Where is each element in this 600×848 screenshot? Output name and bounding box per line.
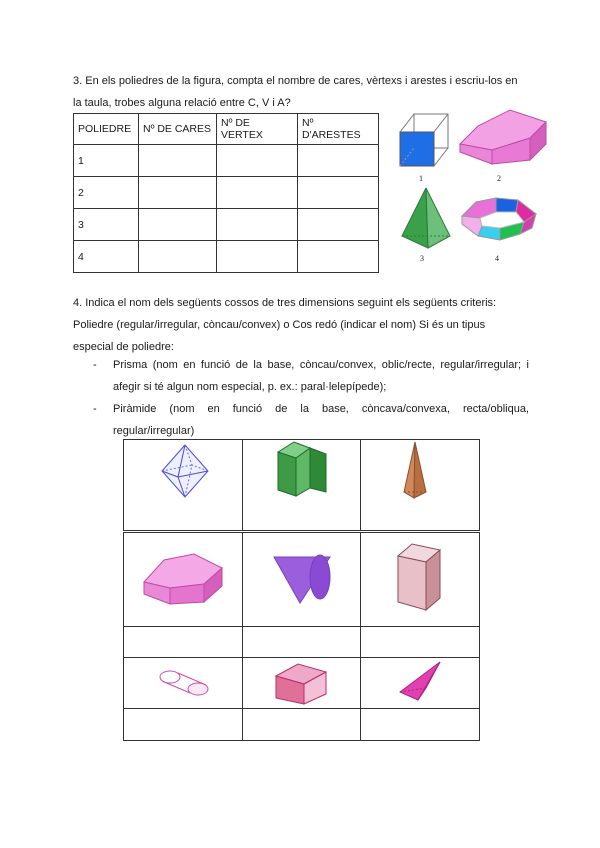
brown-pyramid-figure xyxy=(400,440,430,502)
answer-cell[interactable] xyxy=(123,626,243,658)
cylinder-figure xyxy=(158,663,210,703)
answer-cell[interactable] xyxy=(360,626,480,658)
green-prism-figure xyxy=(274,440,330,500)
answer-cell[interactable] xyxy=(298,177,379,209)
purple-cone-figure xyxy=(272,553,334,607)
polyhedra-table xyxy=(73,113,379,273)
list-item xyxy=(93,398,529,442)
header-poliedre: POLIEDRE xyxy=(74,114,139,145)
green-pyramid-figure xyxy=(398,186,454,252)
answer-cell[interactable] xyxy=(298,241,379,273)
bullet-text-piramide: Piràmide (nom en funció de la base, còncava/convexa, recta/obliqua, regular/irregular) xyxy=(113,403,529,437)
row-label: 3 xyxy=(74,209,139,241)
question-3-line-1: 3. En els poliedres de la figura, compta el nombre de cares, vèrtexs i arestes i escriu-los en xyxy=(73,75,518,87)
row-label: 1 xyxy=(74,145,139,177)
answer-cell[interactable] xyxy=(360,708,480,741)
row-label: 4 xyxy=(74,241,139,273)
question-4-text xyxy=(73,292,528,358)
magenta-pyramid-figure xyxy=(396,660,444,704)
answer-cell[interactable] xyxy=(298,145,379,177)
answer-cell[interactable] xyxy=(298,209,379,241)
answer-cell[interactable] xyxy=(139,145,217,177)
cube-figure xyxy=(396,112,452,170)
figure-label-1: 1 xyxy=(419,174,423,183)
bullet-dash: - xyxy=(93,403,97,415)
answer-cell[interactable] xyxy=(139,209,217,241)
table-row xyxy=(74,241,379,273)
pink-pentagonal-prism-figure xyxy=(140,548,226,608)
answer-cell[interactable] xyxy=(217,177,298,209)
question-4-line-3: especial de poliedre: xyxy=(73,341,174,353)
ring-polyhedron-figure xyxy=(456,190,542,248)
answer-cell[interactable] xyxy=(123,708,243,741)
question-4-line-2: Poliedre (regular/irregular, còncau/convex) o Cos redó (indicar el nom) Si és un tipus xyxy=(73,319,486,331)
table-row xyxy=(74,177,379,209)
row-label: 2 xyxy=(74,177,139,209)
triangular-prism-figure xyxy=(272,660,330,706)
table-row xyxy=(74,209,379,241)
header-arestes: Nº D'ARESTES xyxy=(298,114,379,145)
answer-cell[interactable] xyxy=(242,708,361,741)
question-4-line-1: 4. Indica el nom dels següents cossos de tres dimensions seguint els següents criteris: xyxy=(73,297,497,309)
bullet-dash: - xyxy=(93,359,97,371)
figure-label-2: 2 xyxy=(497,174,501,183)
question-3-line-2: la taula, trobes alguna relació entre C, V i A? xyxy=(73,97,291,109)
answer-cell[interactable] xyxy=(217,241,298,273)
table-row xyxy=(74,145,379,177)
answer-cell[interactable] xyxy=(217,209,298,241)
bullet-text-prisma: Prisma (nom en funció de la base, còncau/convex, oblic/recte, regular/irregular; i afegir si té algun nom especial, p. ex.: paral·lelepípede); xyxy=(113,359,529,393)
criteria-list xyxy=(93,354,529,442)
octahedron-figure xyxy=(158,443,212,499)
header-cares: Nº DE CARES xyxy=(139,114,217,145)
answer-cell[interactable] xyxy=(242,626,361,658)
answer-cell[interactable] xyxy=(139,241,217,273)
grid-divider xyxy=(360,439,361,531)
pink-prism-figure xyxy=(458,108,550,166)
answer-cell[interactable] xyxy=(217,145,298,177)
header-vertex: Nº DE VERTEX xyxy=(217,114,298,145)
figure-label-4: 4 xyxy=(495,254,499,263)
pink-brown-prism-figure xyxy=(392,542,448,614)
list-item xyxy=(93,354,529,398)
figure-label-3: 3 xyxy=(420,254,424,263)
answer-cell[interactable] xyxy=(139,177,217,209)
